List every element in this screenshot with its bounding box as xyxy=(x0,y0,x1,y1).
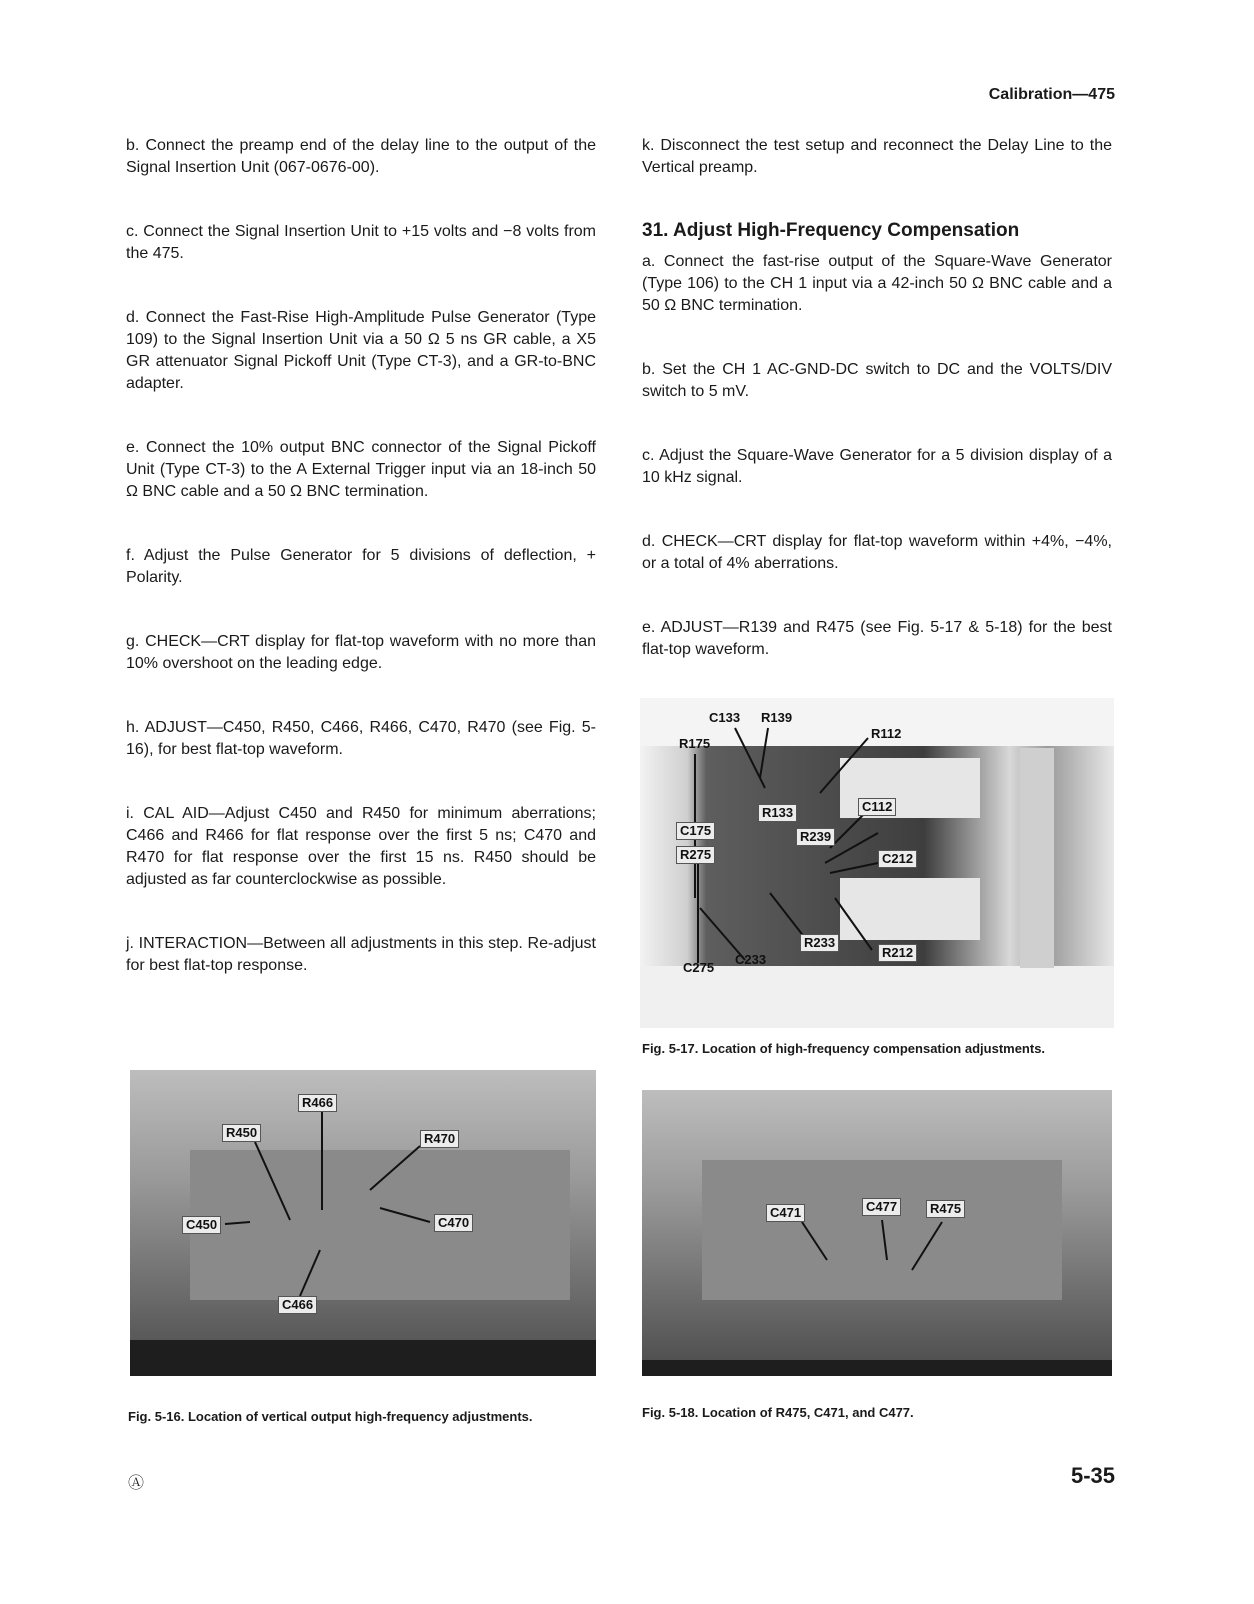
label-r239: R239 xyxy=(796,828,835,846)
label-c477: C477 xyxy=(862,1198,901,1216)
step-c: c. Connect the Signal Insertion Unit to +15 volts and −8 volts from the 475. xyxy=(126,223,596,262)
label-c470: C470 xyxy=(434,1214,473,1232)
label-r133: R133 xyxy=(758,804,797,822)
label-c112: C112 xyxy=(858,798,896,816)
step-f: f. Adjust the Pulse Generator for 5 divisions of deflection, + Polarity. xyxy=(126,547,596,586)
fig-5-17-caption: Fig. 5-17. Location of high-frequency compensation adjustments. xyxy=(642,1041,1046,1056)
step-31e: e. ADJUST—R139 and R475 (see Fig. 5-17 & 5-18) for the best flat-top waveform. xyxy=(642,619,1112,658)
step-31d: d. CHECK—CRT display for flat-top waveform within +4%, −4%, or a total of 4% aberrations. xyxy=(642,533,1112,572)
fig-5-18-leaders xyxy=(642,1090,1112,1376)
label-c450: C450 xyxy=(182,1216,221,1234)
step-31c: c. Adjust the Square-Wave Generator for a 5 division display of a 10 kHz signal. xyxy=(642,447,1112,486)
step-k: k. Disconnect the test setup and reconnect the Delay Line to the Vertical preamp. xyxy=(642,137,1112,176)
label-r212: R212 xyxy=(878,944,917,962)
label-r466: R466 xyxy=(298,1094,337,1112)
step-h: h. ADJUST—C450, R450, C466, R466, C470, R470 (see Fig. 5-16), for best flat-top waveform. xyxy=(126,719,596,758)
step-g: g. CHECK—CRT display for flat-top waveform with no more than 10% overshoot on the leading edge. xyxy=(126,633,596,672)
label-r233: R233 xyxy=(800,934,839,952)
label-c212: C212 xyxy=(878,850,917,868)
step-b: b. Connect the preamp end of the delay line to the output of the Signal Insertion Unit (067-0676-00). xyxy=(126,137,596,176)
label-r175: R175 xyxy=(679,736,711,751)
step-31a: a. Connect the fast-rise output of the Square-Wave Generator (Type 106) to the CH 1 input via a 42-inch 50 Ω BNC cable and a 50 Ω BNC termination. xyxy=(642,253,1112,314)
fig-5-18-caption: Fig. 5-18. Location of R475, C471, and C477. xyxy=(642,1405,914,1420)
step-j: j. INTERACTION—Between all adjustments in this step. Re-adjust for best flat-top response. xyxy=(126,935,596,974)
label-r450: R450 xyxy=(222,1124,261,1142)
label-r275: R275 xyxy=(676,846,715,864)
label-r475: R475 xyxy=(926,1200,965,1218)
label-c466: C466 xyxy=(278,1296,317,1314)
step-e: e. Connect the 10% output BNC connector of the Signal Pickoff Unit (Type CT-3) to the A External Trigger input via an 18-inch 50 Ω BNC cable and a 50 Ω BNC termination. xyxy=(126,439,596,500)
step-i: i. CAL AID—Adjust C450 and R450 for minimum aberrations; C466 and R466 for flat response over the first 5 ns; C470 and R470 for flat response over the first 15 ns. R450 should be adjusted as far counterclockwise as possible. xyxy=(126,805,596,888)
label-r470: R470 xyxy=(420,1130,459,1148)
revision-symbol: Ⓐ xyxy=(128,1475,145,1492)
label-c275: C275 xyxy=(683,960,715,975)
page-number: 5-35 xyxy=(1070,1463,1115,1488)
label-c175: C175 xyxy=(676,822,715,840)
label-c133: C133 xyxy=(709,710,741,725)
running-header: Calibration—475 xyxy=(988,86,1115,103)
label-r112: R112 xyxy=(871,726,902,741)
fig-5-16-caption: Fig. 5-16. Location of vertical output high-frequency adjustments. xyxy=(128,1409,533,1424)
fig-5-16-photo xyxy=(130,1070,596,1376)
right-column xyxy=(642,135,1112,661)
step-d: d. Connect the Fast-Rise High-Amplitude Pulse Generator (Type 109) to the Signal Insertion Unit via a 50 Ω 5 ns GR cable, a X5 GR attenuator Signal Pickoff Unit (Type CT-3), and a GR-to-BNC adapter. xyxy=(126,309,596,392)
fig-5-17-photo xyxy=(640,698,1114,1028)
label-c233: C233 xyxy=(735,952,767,967)
label-r139: R139 xyxy=(761,710,793,725)
section-title: 31. Adjust High-Frequency Compensation xyxy=(642,220,1020,241)
step-31b: b. Set the CH 1 AC-GND-DC switch to DC and the VOLTS/DIV switch to 5 mV. xyxy=(642,361,1112,400)
label-c471: C471 xyxy=(766,1204,805,1222)
left-column xyxy=(126,135,596,977)
fig-5-18-photo xyxy=(642,1090,1112,1376)
